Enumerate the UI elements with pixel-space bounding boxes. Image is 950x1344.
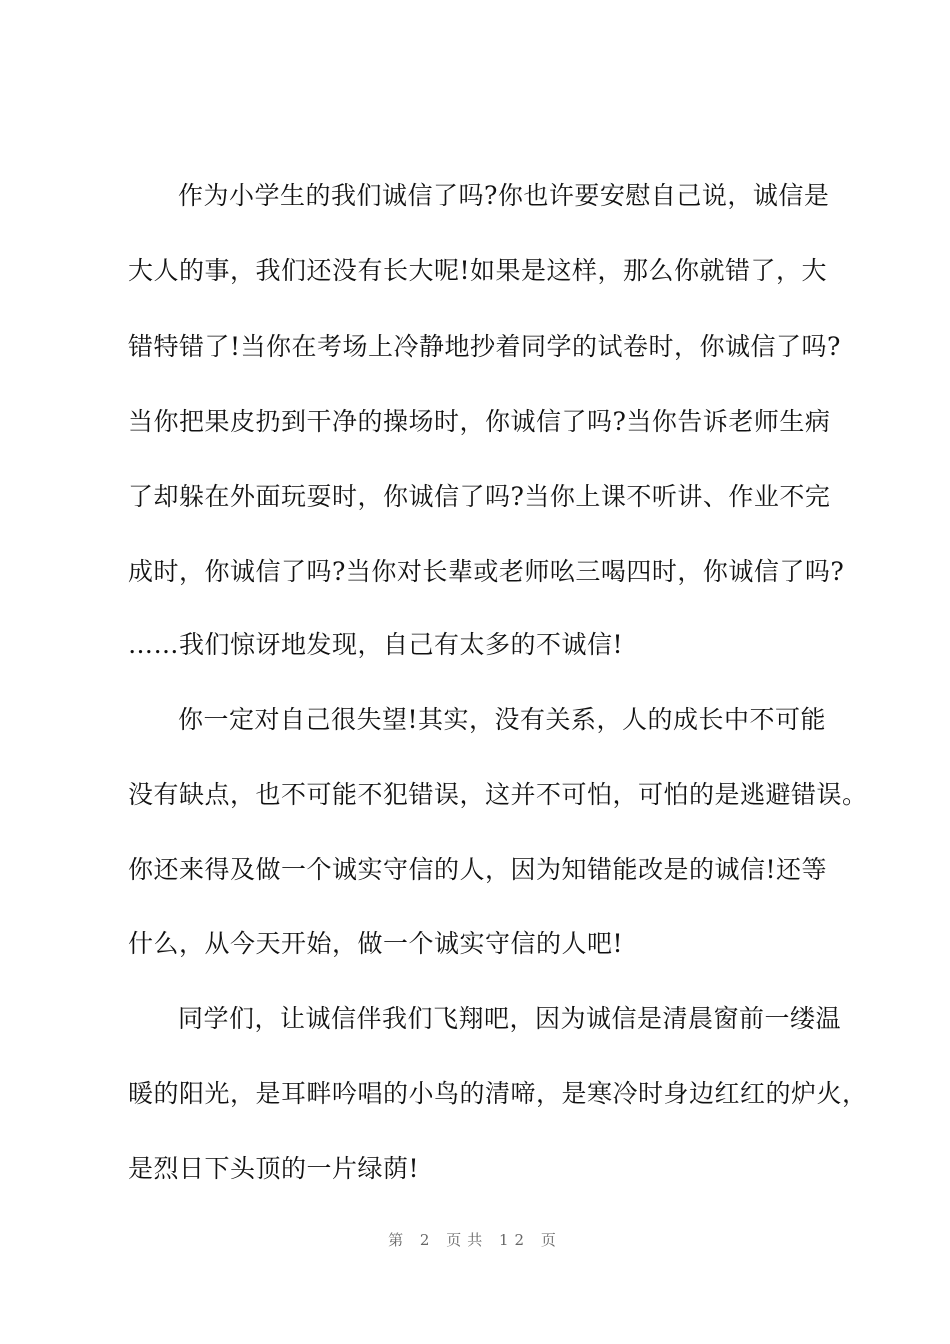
paragraph-3-line-2: 暖的阳光，是耳畔吟唱的小鸟的清啼，是寒冷时身边红红的炉火， xyxy=(128,1079,868,1108)
paragraph-1-line-3: 错特错了!当你在考场上冷静地抄着同学的试卷时，你诚信了吗? xyxy=(128,332,841,361)
paragraph-3-line-3: 是烈日下头顶的一片绿荫! xyxy=(128,1154,420,1183)
paragraph-2-line-2: 没有缺点，也不可能不犯错误，这并不可怕，可怕的是逃避错误。 xyxy=(128,780,868,809)
paragraph-1-line-4: 当你把果皮扔到干净的操场时，你诚信了吗?当你告诉老师生病 xyxy=(128,407,831,436)
paragraph-1-line-2: 大人的事，我们还没有长大呢!如果是这样，那么你就错了，大 xyxy=(128,256,828,285)
paragraph-1-line-6: 成时，你诚信了吗?当你对长辈或老师吆三喝四时，你诚信了吗? xyxy=(128,557,845,586)
paragraph-1-line-7: ……我们惊讶地发现，自己有太多的不诚信! xyxy=(128,630,624,659)
paragraph-2-line-1: 你一定对自己很失望!其实，没有关系，人的成长中不可能 xyxy=(178,705,827,734)
paragraph-3-line-1: 同学们，让诚信伴我们飞翔吧，因为诚信是清晨窗前一缕温 xyxy=(178,1004,842,1033)
page-number-footer: 第 2 页共 12 页 xyxy=(388,1231,562,1249)
paragraph-1-line-5: 了却躲在外面玩耍时，你诚信了吗?当你上课不听讲、作业不完 xyxy=(128,482,831,511)
paragraph-2-line-3: 你还来得及做一个诚实守信的人，因为知错能改是的诚信!还等 xyxy=(128,855,828,884)
paragraph-1-line-1: 作为小学生的我们诚信了吗?你也许要安慰自己说，诚信是 xyxy=(178,181,830,210)
paragraph-2-line-4: 什么，从今天开始，做一个诚实守信的人吧! xyxy=(128,929,624,958)
